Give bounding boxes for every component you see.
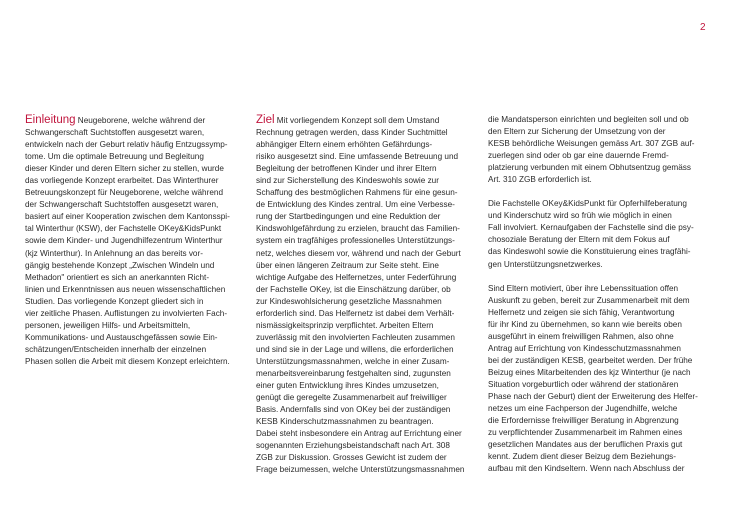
intro-first-line bbox=[25, 114, 253, 127]
text-line: sowie dem Kinder- und Jugendhilfezentrum Winterthur bbox=[25, 236, 223, 246]
text-line: zu verpflichtender Zusammenarbeit im Rahmen eines bbox=[488, 428, 683, 438]
text-line: Art. 310 ZGB erforderlich ist. bbox=[488, 175, 592, 185]
text-line: abhängiger Eltern einem erhöhten Gefährdungs- bbox=[256, 140, 433, 150]
text-line: gängig bestehende Konzept „Zwischen Windeln und bbox=[25, 260, 215, 270]
paragraph-gap bbox=[488, 186, 708, 198]
text-line: tal Winterthur (KSW), der Fachstelle OKey&KidsPunkt bbox=[25, 224, 222, 234]
text-line: sind zur Sicherstellung des Kindeswohls sowie zur bbox=[256, 176, 439, 186]
text-line: basiert auf einer Kooperation zwischen dem Kantonsspi- bbox=[25, 212, 230, 222]
text-line: über einen längeren Zeitraum zur Seite steht. Eine bbox=[256, 260, 439, 270]
text-line: Rechnung getragen werden, dass Kinder Suchtmittel bbox=[256, 128, 448, 138]
text-line: KESB behördliche Weisungen gemäss Art. 307 ZGB auf- bbox=[488, 139, 695, 149]
text-line: Basis. Andernfalls sind von OKey bei der zuständigen bbox=[256, 405, 451, 415]
text-line: KESB Kinderschutzmassnahmen zu beantragen. bbox=[256, 417, 434, 427]
text-line: gesetzlichen Mandates aus der beruflichen Praxis gut bbox=[488, 440, 683, 450]
text-line: risiko ausgesetzt sind. Eine umfassende Betreuung und bbox=[256, 152, 459, 162]
text-line: der Schwangerschaft Suchtstoffen ausgesetzt waren, bbox=[25, 200, 219, 210]
goal-first-line bbox=[256, 114, 484, 127]
text-line: rung der Startbedingungen und eine Reduktion der bbox=[256, 212, 441, 222]
section-heading-ziel: Ziel bbox=[256, 114, 275, 126]
text-line: Schaffung des bestmöglichen Rahmens für eine gesun- bbox=[256, 188, 458, 198]
text-line: das vorliegende Konzept erarbeitet. Das Winterthurer bbox=[25, 176, 219, 186]
text-line: und Kinderschutz wird so früh wie möglich in einen bbox=[488, 211, 672, 221]
text-line: menarbeitsvereinbarung festgehalten sind, zugunsten bbox=[256, 368, 451, 378]
text-line: Fall involviert. Kernaufgaben der Fachstelle sind die psy- bbox=[488, 223, 694, 233]
text-line: tome. Um die optimale Betreuung und Begleitung bbox=[25, 152, 204, 162]
text-line: erforderlich sind. Das Helfernetz ist dabei dem Verhält- bbox=[256, 308, 455, 318]
text-line: Unterstützungsmassnahmen, welche in einer Zusam- bbox=[256, 356, 450, 366]
text-line: vier zeitliche Phasen. Auflistungen zu involvierten Fach- bbox=[25, 308, 228, 318]
text-line: bei der zuständigen KESB, gearbeitet werden. Der frühe bbox=[488, 355, 693, 365]
text-line: Phasen sollen die Arbeit mit diesem Konzept erleichtern. bbox=[25, 356, 230, 366]
section-heading-einleitung: Einleitung bbox=[25, 114, 76, 126]
text-line: platzierung verbunden mit einem Obhutsentzug gemäss bbox=[488, 163, 691, 173]
text-line: Helfernetz und zeigen sie sich fähig, Verantwortung bbox=[488, 307, 675, 317]
text-line: wichtige Aufgabe des Helfernetzes, unter Federführung bbox=[256, 272, 457, 282]
text-line: sogenannten Erziehungsbeistandschaft nach Art. 308 bbox=[256, 441, 450, 451]
text-line: Sind Eltern motiviert, über ihre Lebenssituation offen bbox=[488, 283, 679, 293]
text-line: Kommunikations- und Austauschgefässen sowie Ein- bbox=[25, 332, 218, 342]
text-line: netzes um eine Fachperson der Jugendhilfe, welche bbox=[488, 404, 678, 414]
text-line: Schwangerschaft Suchtstoffen ausgesetzt waren, bbox=[25, 128, 205, 138]
paragraph-voluntary-cooperation bbox=[488, 283, 708, 476]
text-line: Die Fachstelle OKey&KidsPunkt für Opferhilfeberatung bbox=[488, 199, 687, 209]
text-line: ausgeführt in einem freiwilligen Rahmen, also ohne bbox=[488, 331, 674, 341]
text-line: personen, jeweiligen Hilfs- und Arbeitsmitteln, bbox=[25, 320, 191, 330]
text-line: das Kindeswohl sowie die Konstituierung eines tragfähi- bbox=[488, 247, 691, 257]
text-line: Situation vorgeburtlich oder während der stationären bbox=[488, 379, 679, 389]
text-line: Neugeborene, welche während der bbox=[75, 116, 206, 125]
text-line: die Erfordernisse freiwilliger Beratung in Abgrenzung bbox=[488, 416, 679, 426]
text-line: genügt die geregelte Zusammenarbeit auf freiwilliger bbox=[256, 393, 447, 403]
text-line: Mit vorliegendem Konzept soll dem Umstand bbox=[274, 116, 440, 125]
text-line: de Entwicklung des Kindes zentral. Um eine Verbesse- bbox=[256, 200, 455, 210]
text-line: Antrag auf Errichtung von Kindesschutzmassnahmen bbox=[488, 343, 681, 353]
text-line: die Mandatsperson einrichten und begleiten soll und ob bbox=[488, 115, 689, 124]
text-line: zur Kindeswohlsicherung gesetzliche Massnahmen bbox=[256, 296, 442, 306]
text-line: schätzungen/Entscheiden innerhalb der einzelnen bbox=[25, 344, 207, 354]
text-line: (kjz Winterthur). In Anlehnung an das bereits vor- bbox=[25, 248, 203, 258]
paragraph-fachstelle bbox=[488, 198, 708, 270]
text-line: Dabei steht insbesondere ein Antrag auf Errichtung einer bbox=[256, 429, 462, 439]
paragraph-gap bbox=[488, 271, 708, 283]
column-introduction bbox=[25, 114, 253, 368]
text-line: aufbau mit den Kindseltern. Wenn nach Abschluss der bbox=[488, 464, 685, 474]
text-line: Frage beizumessen, welche Unterstützungsmassnahmen bbox=[256, 465, 465, 475]
text-line: Betreuungskonzept für Neugeborene, welche während bbox=[25, 188, 223, 198]
text-line: dieser Kinder und deren Eltern sicher zu stellen, wurde bbox=[25, 164, 224, 174]
text-line: Auskunft zu geben, bereit zur Zusammenarbeit mit dem bbox=[488, 295, 690, 305]
text-line: netz, welches diesem vor, während und nach der Geburt bbox=[256, 248, 461, 258]
text-line: einer guten Entwicklung ihres Kindes umzusetzen, bbox=[256, 381, 439, 391]
text-line: Beizug eines Mitarbeitenden des kjz Winterthur (je nach bbox=[488, 367, 691, 377]
text-line: gen Unterstützungsnetzwerkes. bbox=[488, 259, 603, 269]
text-line: für ihr Kind zu übernehmen, so kann wie bereits oben bbox=[488, 319, 682, 329]
text-line: Begleitung der betroffenen Kinder und ihrer Eltern bbox=[256, 164, 437, 174]
text-line: nismässigkeitsprinzip verpflichtet. Arbeiten Eltern bbox=[256, 320, 434, 330]
text-line: kennt. Zudem dient dieser Beizug dem Beziehungs- bbox=[488, 452, 676, 462]
text-line: den Eltern zur Sicherung der Umsetzung von der bbox=[488, 127, 666, 137]
column-continued bbox=[488, 114, 708, 475]
paragraph-legal-measures bbox=[488, 114, 708, 186]
text-line: ZGB zur Diskussion. Grosses Gewicht ist zudem der bbox=[256, 453, 447, 463]
text-line: Studien. Das vorliegende Konzept gliedert sich in bbox=[25, 296, 204, 306]
text-line: zuerlegen sind oder ob gar eine dauernde Fremd- bbox=[488, 151, 669, 161]
text-line: zuverlässig mit den involvierten Fachleuten zusammen bbox=[256, 332, 455, 342]
text-line: der Fachstelle OKey, ist die Einschätzung darüber, ob bbox=[256, 284, 451, 294]
text-line: system ein tragfähiges professionelles Unterstützungs- bbox=[256, 236, 455, 246]
text-line: Phase nach der Geburt) dient der Erweiterung des Helfer- bbox=[488, 391, 698, 401]
text-line: linien und Erkenntnissen aus neuen wissenschaftlichen bbox=[25, 284, 226, 294]
text-line: Kindswohlgefährdung zu erzielen, braucht das Familien- bbox=[256, 224, 460, 234]
column-goal bbox=[256, 114, 484, 476]
text-line: und sind sie in der Lage und willens, die erforderlichen bbox=[256, 344, 454, 354]
text-line: chosoziale Beratung der Eltern mit dem Fokus auf bbox=[488, 235, 670, 245]
page-number: 2 bbox=[700, 22, 706, 33]
text-line: Methadon" orientiert es sich an anerkannten Richt- bbox=[25, 272, 210, 282]
text-line: entwickeln nach der Geburt relativ häufig Entzugssymp- bbox=[25, 140, 228, 150]
